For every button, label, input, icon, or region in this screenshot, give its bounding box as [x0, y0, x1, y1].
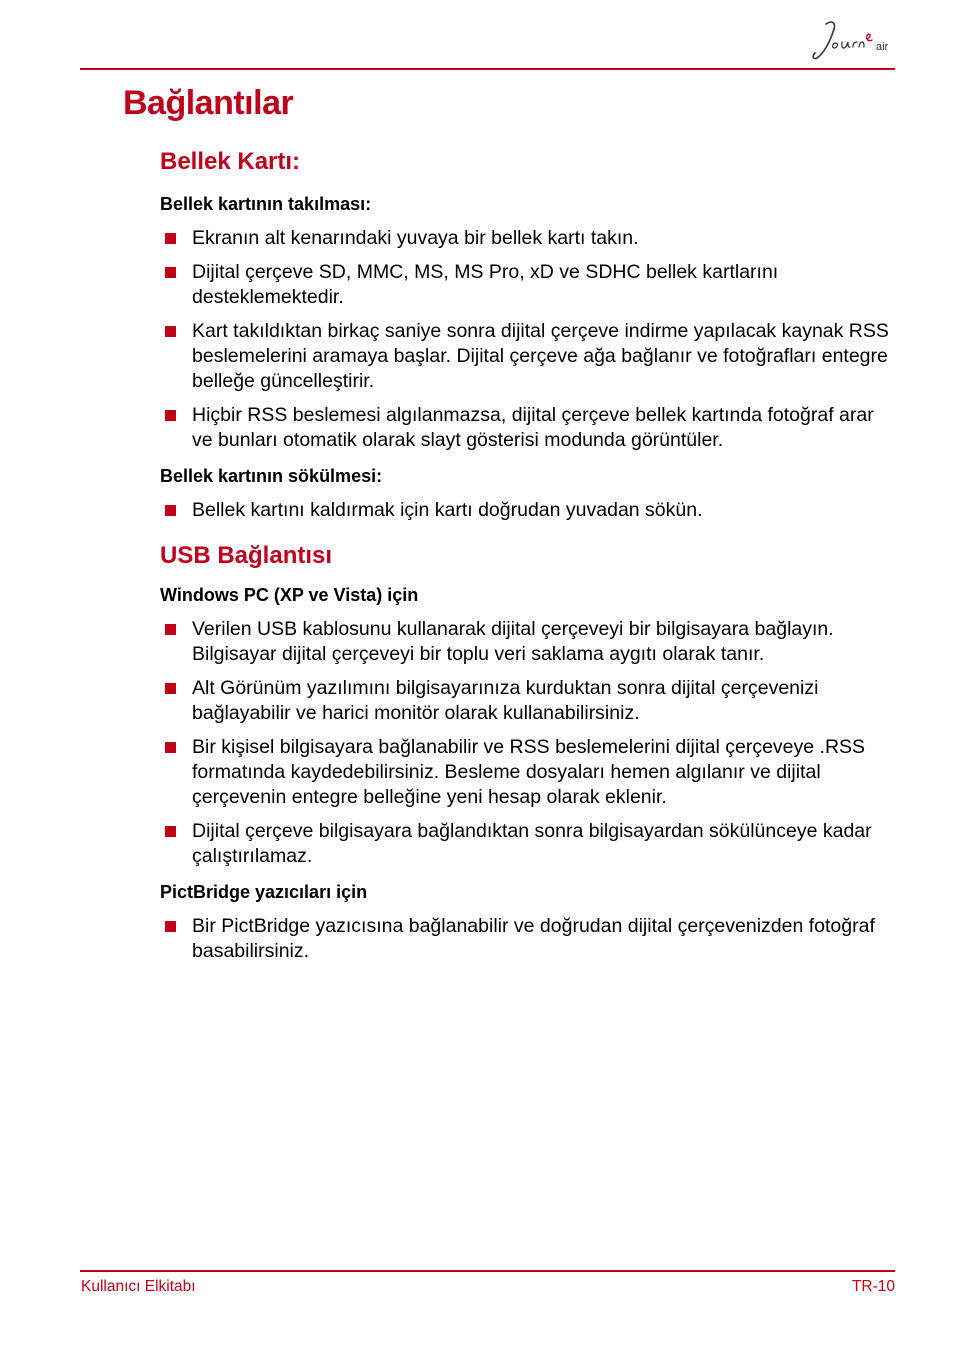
list-item-text: Verilen USB kablosunu kullanarak dijital çerçeveyi bir bilgisayara bağlayın. Bilgisayar dijital çerçeveyi bir toplu veri saklama aygıtı olarak tanır.	[192, 618, 834, 665]
list-item-text: Dijital çerçeve bilgisayara bağlandıktan sonra bilgisayardan sökülünceye kadar çalıştırılamaz.	[192, 820, 872, 867]
bullet-marker	[165, 410, 176, 421]
subheading-insert-card: Bellek kartının takılması:	[160, 194, 372, 214]
page-title: Bağlantılar	[123, 84, 294, 122]
section-title-memory-card: Bellek Kartı:	[160, 148, 301, 175]
bullet-marker	[165, 683, 176, 694]
header-rule	[80, 68, 895, 70]
list-item	[160, 819, 895, 869]
list-item-text: Bir kişisel bilgisayara bağlanabilir ve RSS beslemelerini dijital çerçeveye .RSS formatında kaydedebilirsiniz. Besleme dosyaları hemen algılanır ve dijital çerçevenin entegre belleğine yeni hesap olarak eklenir.	[192, 736, 866, 808]
list-item-text: Dijital çerçeve SD, MMC, MS, MS Pro, xD ve SDHC bellek kartlarını desteklemektedir.	[192, 261, 779, 308]
list-item	[160, 676, 895, 726]
bullet-marker	[165, 326, 176, 337]
list-item-text: Bir PictBridge yazıcısına bağlanabilir ve doğrudan dijital çerçevenizden fotoğraf basabilirsiniz.	[192, 915, 875, 962]
subheading-windows-pc: Windows PC (XP ve Vista) için	[160, 585, 419, 605]
section-title-usb: USB Bağlantısı	[160, 542, 333, 569]
list-item	[160, 914, 895, 964]
bullet-marker	[165, 826, 176, 837]
list-item-text: Hiçbir RSS beslemesi algılanmazsa, dijital çerçeve bellek kartında fotoğraf arar ve bunları otomatik olarak slayt gösterisi modunda görüntüler.	[192, 404, 874, 451]
list-item	[160, 403, 895, 453]
bullet-marker	[165, 505, 176, 516]
bullet-marker	[165, 921, 176, 932]
subheading-pictbridge: PictBridge yazıcıları için	[160, 882, 368, 902]
bullet-list	[160, 498, 895, 523]
svg-text:air: air	[876, 41, 889, 53]
list-item-text: Alt Görünüm yazılımını bilgisayarınıza kurduktan sonra dijital çerçevenizi bağlayabilir ve harici monitör olarak kullanabilirsiniz.	[192, 677, 819, 724]
bullet-list	[160, 914, 895, 964]
list-item-text: Ekranın alt kenarındaki yuvaya bir bellek kartı takın.	[192, 227, 639, 249]
bullet-marker	[165, 624, 176, 635]
list-item	[160, 319, 895, 394]
bullet-list	[160, 226, 895, 453]
list-item	[160, 226, 895, 251]
footer-manual-title: Kullanıcı Elkitabı	[81, 1278, 196, 1295]
bullet-marker	[165, 267, 176, 278]
bullet-marker	[165, 742, 176, 753]
brand-logo	[806, 12, 898, 66]
bullet-list	[160, 617, 895, 869]
page-number: TR-10	[851, 1278, 895, 1295]
list-item	[160, 735, 895, 810]
list-item	[160, 617, 895, 667]
subheading-remove-card: Bellek kartının sökülmesi:	[160, 466, 383, 486]
list-item	[160, 498, 895, 523]
main-content	[160, 146, 895, 964]
list-item	[160, 260, 895, 310]
bullet-marker	[165, 233, 176, 244]
footer-rule	[80, 1270, 895, 1272]
list-item-text: Bellek kartını kaldırmak için kartı doğrudan yuvadan sökün.	[192, 499, 703, 521]
list-item-text: Kart takıldıktan birkaç saniye sonra dijital çerçeve indirme yapılacak kaynak RSS beslemelerini aramaya başlar. Dijital çerçeve ağa bağlanır ve fotoğrafları entegre belleğe güncelleştirir.	[192, 320, 889, 392]
